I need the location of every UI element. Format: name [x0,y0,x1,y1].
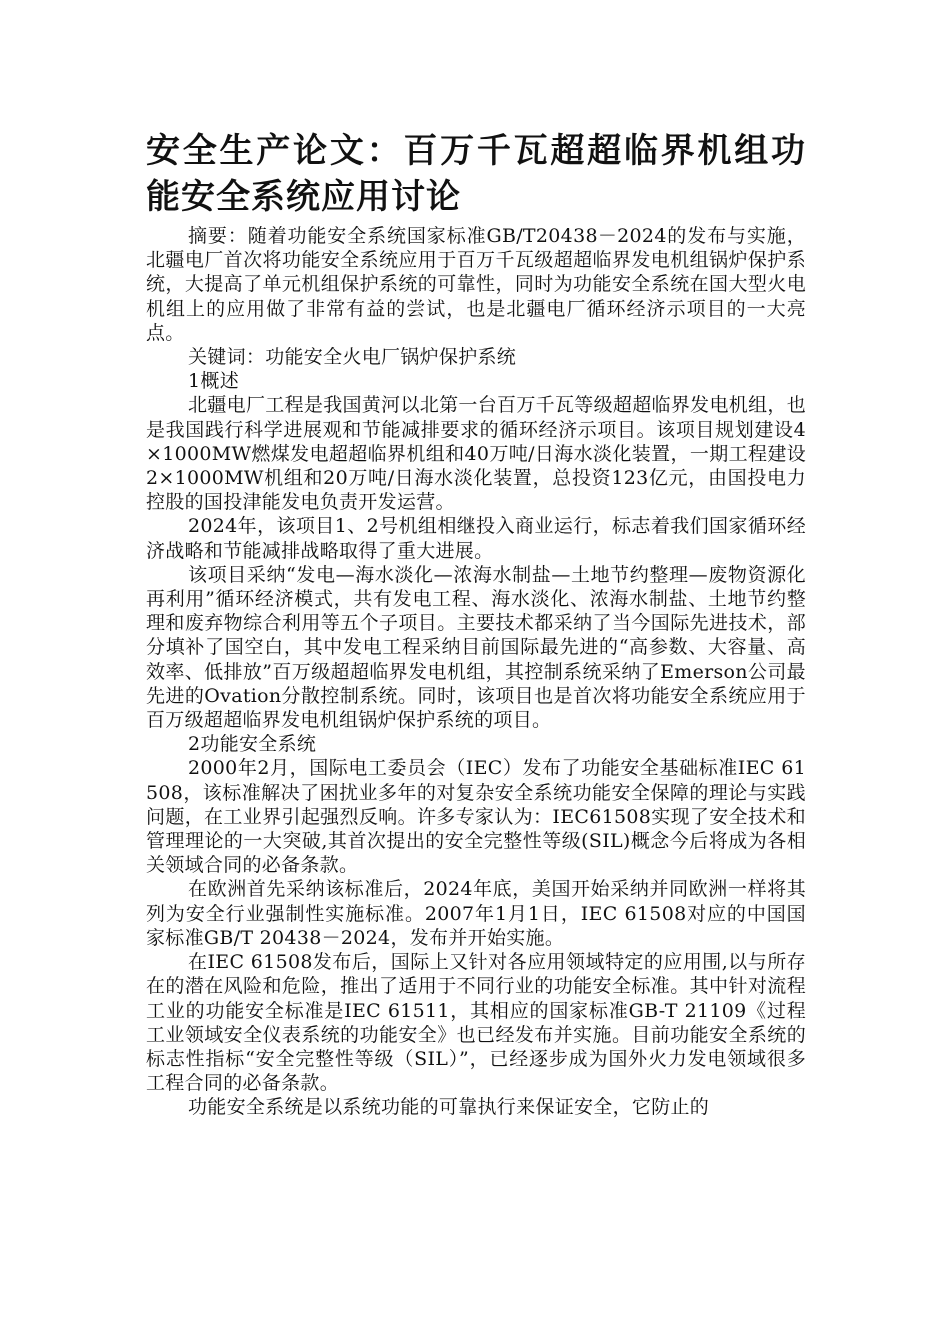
body-paragraph: 该项目采纳“发电—海水淡化—浓海水制盐—土地节约整理—废物资源化再利用”循环经济模式，共有发电工程、海水淡化、浓海水制盐、土地节约整理和废弃物综合利用等五个子项目。主要技术都采纳了当今国际先进技术，部分填补了国空白，其中发电工程采纳目前国际最先进的“高参数、大容量、高效率、低排放”百万级超超临界发电机组，其控制系统采纳了Emerson公司最先进的Ovation分散控制系统。同时，该项目也是首次将功能安全系统应用于百万级超超临界发电机组锅炉保护系统的项目。 [146,563,806,732]
body-paragraph: 在IEC 61508发布后，国际上又针对各应用领域特定的应用围,以与所存在的潜在风险和危险，推出了适用于不同行业的功能安全标准。其中针对流程工业的功能安全标准是IEC 61511，其相应的国家标准GB-T 21109《过程工业领域安全仪表系统的功能安全》也已经发布并实施。目前功能安全系统的标志性指标“安全完整性等级（SIL）”，已经逐步成为国外火力发电领域很多工程合同的必备条款。 [146,951,806,1095]
document-page [146,128,806,1120]
body-paragraph: 北疆电厂工程是我国黄河以北第一台百万千瓦等级超超临界发电机组，也是我国践行科学进展观和节能减排要求的循环经济示项目。该项目规划建设4×1000MW燃煤发电超超临界机组和40万吨/日海水淡化装置，一期工程建设2×1000MW机组和20万吨/日海水淡化装置，总投资123亿元，由国投电力控股的国投津能发电负责开发运营。 [146,394,806,514]
keywords-paragraph: 关键词：功能安全火电厂锅炉保护系统 [188,346,517,369]
document-title: 安全生产论文：百万千瓦超超临界机组功能安全系统应用讨论 [146,131,806,217]
body-paragraph: 功能安全系统是以系统功能的可靠执行来保证安全，它防止的 [188,1096,710,1119]
abstract-paragraph: 摘要：随着功能安全系统国家标准GB/T20438－2024的发布与实施，北疆电厂首次将功能安全系统应用于百万千瓦级超超临界发电机组锅炉保护系统，大提高了单元机组保护系统的可靠性，同时为功能安全系统在国大型火电机组上的应用做了非常有益的尝试，也是北疆电厂循环经济示项目的一大亮点。 [146,225,806,344]
section-heading-functional-safety: 2功能安全系统 [188,733,317,756]
body-paragraph: 2024年，该项目1、2号机组相继投入商业运行，标志着我们国家循环经济战略和节能减排战略取得了重大进展。 [146,515,806,562]
body-paragraph: 2000年2月，国际电工委员会（IEC）发布了功能安全基础标准IEC 61508，该标准解决了困扰业多年的对复杂安全系统功能安全保障的理论与实践问题，在工业界引起强烈反响。许多专家认为：IEC61508实现了安全技术和管理理论的一大突破,其首次提出的安全完整性等级(SIL)概念今后将成为各相关领域合同的必备条款。 [146,757,806,877]
section-heading-overview: 1概述 [188,370,239,393]
body-paragraph: 在欧洲首先采纳该标准后，2024年底，美国开始采纳并同欧洲一样将其列为安全行业强制性实施标准。2007年1月1日，IEC 61508对应的中国国家标准GB/T 20438－2024，发布并开始实施。 [146,878,806,949]
